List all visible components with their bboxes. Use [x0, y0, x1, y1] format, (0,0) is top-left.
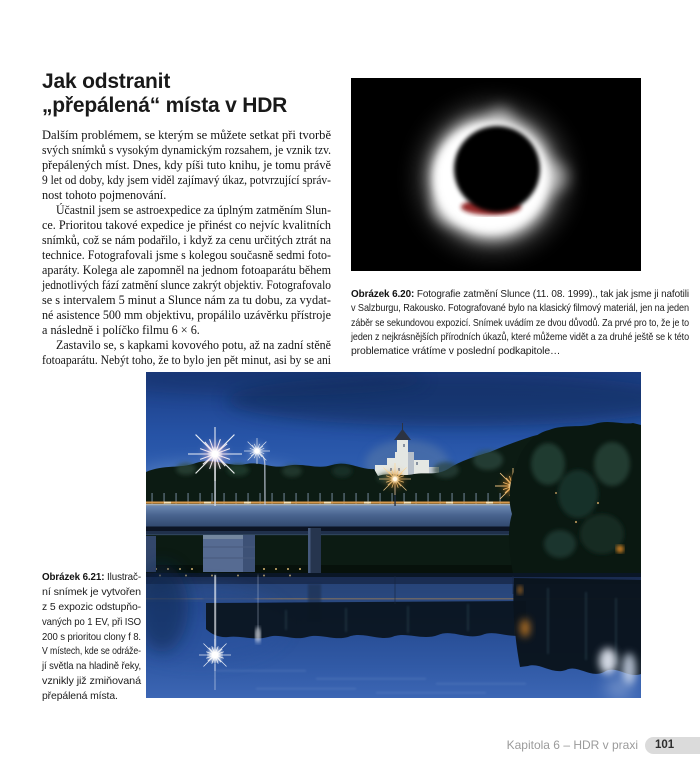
bridge-night-photo-graphic [146, 372, 641, 698]
caption-line: přepálená místa. [42, 691, 118, 703]
body-text-line: jednotlivých fází zatmění slunce zakrýt objektiv. Fotografovalo [42, 278, 331, 292]
figure-621-caption [42, 571, 141, 705]
page-title-line1: Jak odstranit [42, 70, 171, 93]
body-text-line: Účastnil jsem se astroexpedice za úplným zatměním Slun- [56, 203, 331, 217]
caption-line: jeden z nejkrásnějších přírodních úkazů, které můžeme vidět a za druhé ještě se k této [351, 331, 689, 343]
page-title-line2: „přepálená“ místa v HDR [42, 94, 288, 117]
caption-line: 200 s prioritou clony f 8. [42, 631, 141, 643]
body-text-line: technice. Fotografovali jsme s kolegou současně sedmi foto- [42, 248, 331, 262]
body-text-line: nost tohoto pojmenování. [42, 188, 167, 202]
moon-disc [454, 126, 540, 212]
page-number-badge: 101 [645, 737, 700, 754]
caption-line: problematice vrátíme v poslední podkapitole… [351, 346, 561, 358]
caption-line: vznikly již zmiňovaná [42, 676, 141, 688]
eclipse-photo-graphic [351, 78, 641, 271]
body-text-line: Zastavilo se, s kapkami kovového potu, až na zadní stěně [56, 338, 331, 352]
body-text-line: a následně i políčko filmu 6 × 6. [42, 323, 200, 337]
body-text-line: ce. Prioritou takové expedice je přinést co nejvíc kvalitních [42, 218, 331, 232]
river-reflections [146, 564, 641, 698]
caption-line: V místech, kde se odráže- [42, 646, 141, 658]
caption-line: Obrázek 6.21: Ilustrač- [42, 572, 141, 583]
eclipse-photo [351, 78, 641, 271]
body-text-line: přepálených míst. Dnes, kdy píši tuto knihu, je tomu právě [42, 158, 332, 172]
body-text-line: né asistence 500 mm objektivu, propálilo uzávěrku přístroje [42, 308, 331, 322]
caption-line: jí světla na hladině řeky, [42, 661, 141, 673]
body-text [42, 128, 331, 368]
caption-line: Obrázek 6.20: Fotografie zatmění Slunce (11. 08. 1999)., tak jak jsme ji nafotili [351, 289, 689, 300]
figure-620-label: Obrázek 6.20: [351, 289, 415, 300]
bridge-night-photo [146, 372, 641, 698]
body-text-line: Dalším problémem, se kterým se můžete setkat při tvorbě [42, 128, 331, 142]
body-text-line: 9 let od doby, kdy jsem viděl zajímavý úkaz, potvrzující správ- [42, 173, 331, 187]
body-text-line: fotoaparátu. Nebýt toho, že to bylo jen pět minut, asi by se ani [42, 353, 331, 367]
caption-line: záběr se sekundovou expozicí. Snímek uvádím ze dvou důvodů. Za prvé pro to, že je to [351, 317, 689, 329]
figure-621-label: Obrázek 6.21: [42, 572, 105, 583]
page-title [42, 70, 347, 118]
page-footer [0, 737, 700, 755]
chapter-label: Kapitola 6 – HDR v praxi [506, 738, 638, 752]
caption-line: v Salzburgu, Rakousko. Fotografované bylo na klasický filmový materiál, jen na jeden [351, 303, 689, 315]
body-text-line: svých snímků s vysokým dynamickým rozsahem, je vznik tzv. [42, 143, 331, 157]
caption-line: z 5 expozic odstupňo- [42, 601, 141, 613]
figure-620-caption [351, 288, 689, 359]
caption-line: vaných po 1 EV, při ISO [42, 616, 141, 628]
caption-line: ní snímek je vytvořen [42, 586, 141, 598]
right-trees [509, 422, 641, 586]
body-text-line: se s intervalem 5 minut a Slunce nám za tu dobu, za vydat- [42, 293, 331, 307]
body-text-line: snímků, což se nám podařilo, i když za cenu určitých ztrát na [42, 233, 331, 247]
body-text-line: aparáty. Kolega ale zapomněl na jednom fotoaparátu během [42, 263, 331, 277]
